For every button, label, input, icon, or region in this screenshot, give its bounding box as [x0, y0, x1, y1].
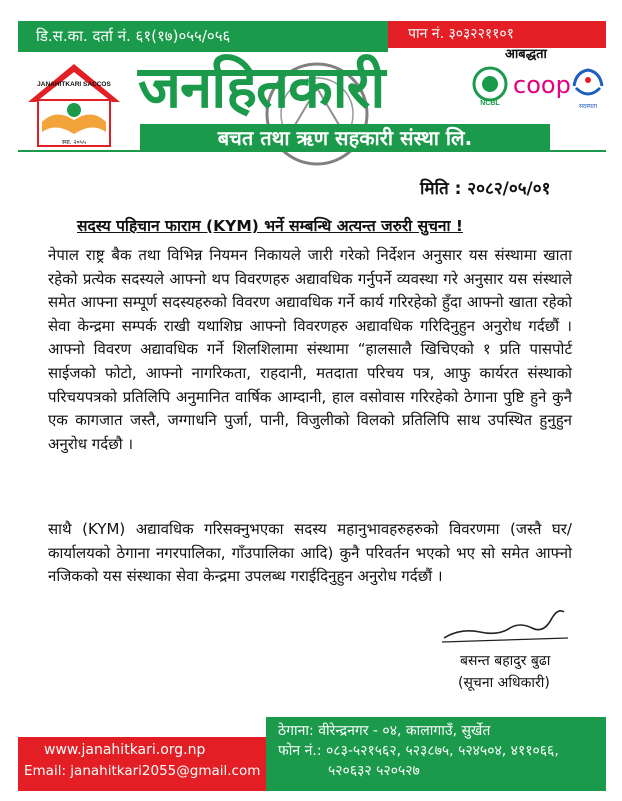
affiliated-label: आबद्धता [505, 47, 547, 62]
logo-est: स्था. २०५५ [62, 139, 86, 146]
pan-number: पान नं. ३०३२२११०१ [408, 26, 514, 42]
pan-bar [388, 21, 606, 48]
body-paragraph-2: साथै (KYM) अद्यावधिक गरिसक्नुभएका सदस्य महानुभावहरुहरुको विवरणमा (जस्तै घर/कार्यालयको ठेगाना नगरपालिका, गाँउपालिका आदि) कुनै परिवर्तन भएको भए सो समेत आफ्नो नजिकको यस संस्थाका सेवा केन्द्रमा उपलब्ध गराईदिनुहुन अनुरोध गर्दछौं । [48, 520, 572, 586]
saccos-logo [22, 60, 126, 152]
organization-title: जनहितकारी [138, 53, 385, 121]
footer-website: www.janahitkari.org.np [44, 742, 206, 758]
body-paragraph-1: नेपाल राष्ट्र बैक तथा विभिन्न नियमन निकायले जारी गरेको निर्देशन अनुसार यस संस्थामा खाता रहेको प्रत्येक सदस्यले आफ्नो थप विवरणहरु अद्यावधिक गर्नुपर्ने व्यवस्था गरे अनुसार यस संस्थाले समेत आफ्ना सम्पूर्ण सदस्यहरुको विवरण अद्यावधिक गर्ने कार्य गरिरहेको हुँदा आफ्नो खाता रहेको सेवा केन्द्रमा सम्पर्क राखी यथाशिघ्र आफ्नो विवरणहरु अद्यावधिक गरिदिनुहुन अनुरोध गर्दछौं । आफ्नो विवरण अद्यावधिक गर्ने शिलशिलामा संस्थामा “हालसालै खिचिएको १ प्रति पासपोर्ट साईजको फोटो, आफ्नो नागरिकता, राहदानी, मतदाता परिचय पत्र, आफु कार्यरत संस्थाको परिचयपत्रको प्रतिलिपि अनुमानित वार्षिक आम्दानी, हाल वसोवास गरिरहेको ठेगाना पुष्टि हुने कुनै एक कागजात जस्तै, जग्गाधनि पुर्जा, पानी, विजुलीको विलको प्रतिलिपि साथ उपस्थित हुनुहुन अनुरोध गर्दछौ । [48, 246, 572, 453]
signatory-name: बसन्त बहादुर बुढा [460, 653, 551, 669]
nefscun-label: NCBL [480, 100, 500, 106]
signatory-title: (सूचना अधिकारी) [458, 675, 550, 691]
footer-phone-continued: ५२०६३२ ५२०५२७ [328, 763, 420, 779]
registration-number: डि.स.का. दर्ता नं. ६१(१७)०५५/०५६ [36, 27, 231, 45]
organization-subtitle: बचत तथा ऋण सहकारी संस्था लि. [217, 126, 473, 150]
notice-date: मिति : २०८२/०५/०१ [420, 179, 551, 199]
footer-email: Email: janahitkari2055@gmail.com [24, 763, 261, 779]
header-divider [18, 150, 606, 152]
signature-mark [440, 598, 570, 648]
hands-logo [568, 62, 608, 110]
footer-address: ठेगाना: वीरेन्द्रनगर - ०४, कालागाउँ, सुर्खेत [278, 723, 491, 739]
logo-text: JANAHITKARI SACCOS [37, 81, 111, 88]
notice-heading: सदस्य पहिचान फाराम (KYM) भर्ने सम्बन्धि अत्यन्त जरुरी सुचना ! [77, 217, 463, 235]
hands-label: सदस्यता [578, 103, 598, 110]
footer-phone: फोन नं.: ०८३-५२१५६२, ५२३८७५, ५२४५०४, ४११०६६, [278, 743, 559, 759]
nefscun-logo [468, 66, 512, 106]
coop-logo: coop [513, 71, 571, 99]
